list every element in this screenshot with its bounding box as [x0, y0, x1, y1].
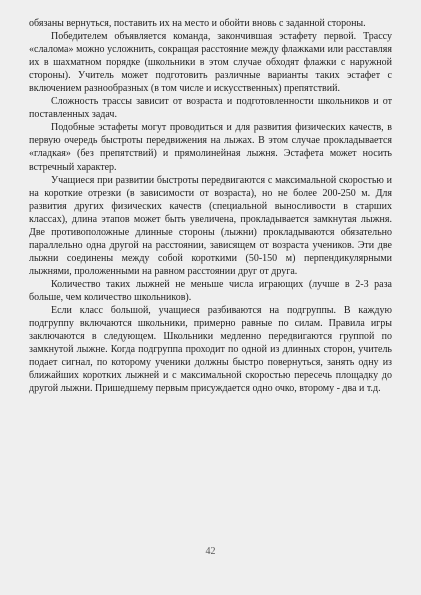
paragraph: Если класс большой, учащиеся разбиваются на подгруппы. В каждую подгруппу включаются школьники, примерно равные по силам. Правила игры заключаются в следующем. Школьники медленно передвигаются группой по замкнутой лыжне. Когда подгруппа проходит по одной из длинных сторон, учитель подает сигнал, по которому ученики должны быстро повернуться, занять одну из ближайших коротких лыжней и с максимальной скоростью пересечь площадку до другой лыжни. Пришедшему первым присуждается одно очко, второму - два и т.д. [29, 305, 392, 395]
page-body [29, 17, 392, 395]
paragraph: Количество таких лыжней не меньше числа играющих (лучше в 2-3 раза больше, чем количество школьников). [29, 278, 392, 303]
paragraph-continuation: обязаны вернуться, поставить их на место и обойти вновь с заданной стороны. [29, 18, 366, 29]
paragraph: Учащиеся при развитии быстроты передвигаются с максимальной скоростью и на короткие отрезки (в зависимости от возраста), но не более 200-250 м. Для развития других физических качеств (специальной выносливости в старших классах), длина этапов может быть увеличена, прокладывается замкнутая лыжня. Две противоположные длинные стороны (лыжни) прокладываются обязательно параллельно одна другой на расстоянии, зависящем от возраста учеников. Эти две лыжни соединены между собой короткими (50-150 м) перпендикулярными лыжнями, проложенными на равном расстоянии друг от друга. [29, 174, 392, 277]
page-number: 42 [205, 546, 216, 557]
paragraph: Подобные эстафеты могут проводиться и для развития физических качеств, в первую очередь быстроты передвижения на лыжах. В этом случае прокладывается «гладкая» (без препятствий) и прямолинейная лыжня. Эстафета может носить встречный характер. [29, 122, 392, 173]
paragraph: Победителем объявляется команда, закончившая эстафету первой. Трассу «слалома» можно усложнить, сокращая расстояние между флажками или расставляя их в шахматном порядке (школьники в этом случае обходят флажки с наружной стороны). Учитель может подготовить различные варианты таких эстафет с включением разнообразных (в том числе и искусственных) препятствий. [29, 31, 392, 95]
paragraph: Сложность трассы зависит от возраста и подготовленности школьников и от поставленных задач. [29, 96, 392, 121]
